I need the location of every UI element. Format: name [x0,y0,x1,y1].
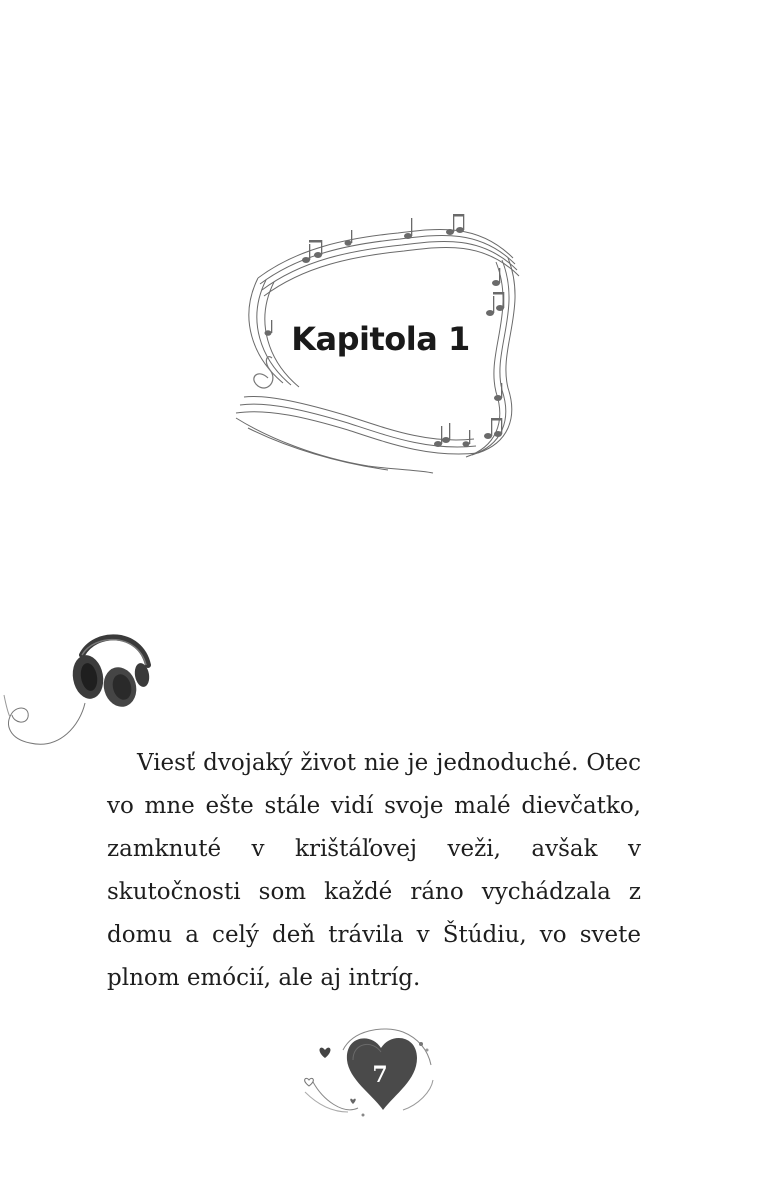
chapter-heading-ornament [228,208,533,483]
chapter-title: Kapitola 1 [291,320,470,358]
headphones-icon [0,625,160,755]
body-paragraph: Viesť dvojaký život nie je jednoduché. Otec vo mne ešte stále vidí svoje malé dievčatko, zamknuté v krištáľovej veži, avšak v skutočnosti som každé ráno vychádzala z domu a celý deň trávila v Štúdiu, vo svete plnom emócií, ale aj intríg. [107,750,641,991]
page-number: 7 [372,1062,388,1088]
page-number-ornament [293,1020,438,1125]
headphones-illustration [0,625,160,755]
